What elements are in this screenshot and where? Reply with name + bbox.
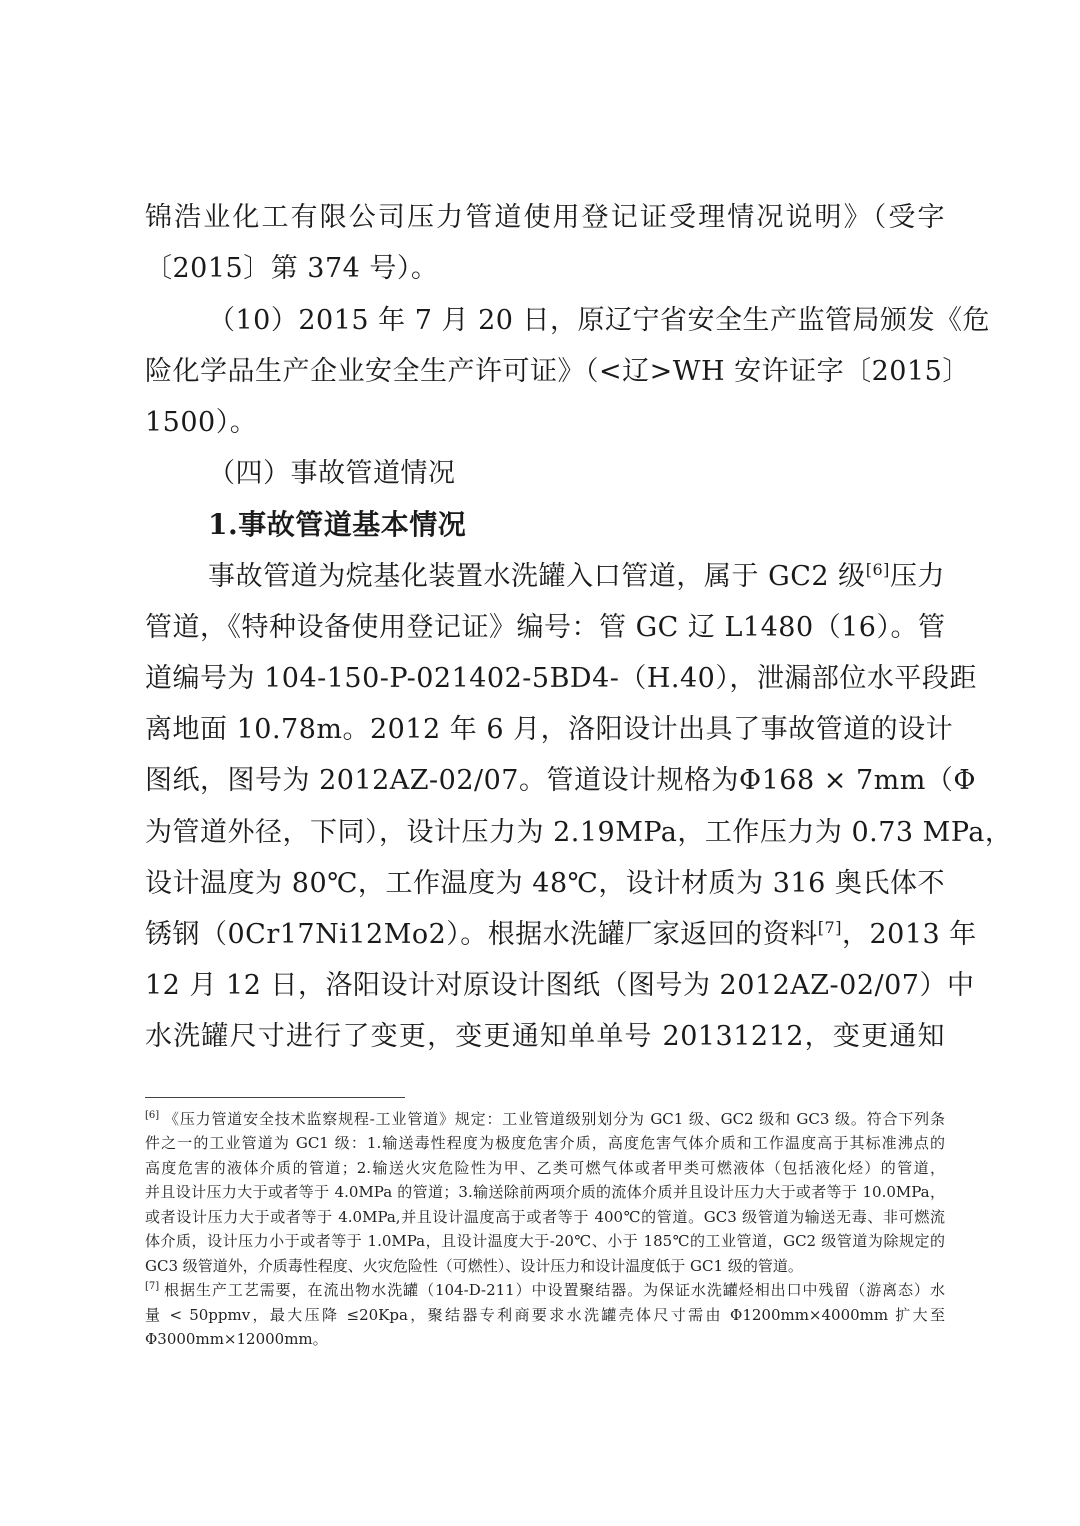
footnote-6-line-3: 高度危害的液体介质的管道；2.输送火灾危险性为甲、乙类可燃气体或者甲类可燃液体（包括液化烃）的管道， [145,1159,945,1177]
footnote-6-line-4: 并且设计压力大于或者等于 4.0MPa 的管道；3.输送除前两项介质的流体介质并且设计压力大于或者等于 10.0MPa， [145,1183,945,1201]
body-line-1: 锦浩业化工有限公司压力管道使用登记证受理情况说明》（受字 [145,202,945,233]
footnote-6-line-2: 件之一的工业管道为 GC1 级：1.输送毒性程度为极度危害介质，高度危害气体介质和工作温度高于其标准沸点的 [145,1134,945,1152]
footnote-7-text: 根据生产工艺需要，在流出物水洗罐（104-D-211）中设置聚结器。为保证水洗罐烃相出口中残留（游离态）水 [163,1281,945,1299]
section-heading: （四）事故管道情况 [208,458,456,489]
para-line-1-text: 事故管道为烷基化装置水洗罐入口管道，属于 GC2 级 [208,561,866,592]
para-line-8-end: ，2013 年 [841,919,977,950]
para-line-5: 图纸，图号为 2012AZ-02/07。管道设计规格为Φ168 × 7mm（Φ [145,765,976,796]
subsection-heading: 1.事故管道基本情况 [208,508,467,541]
footnote-6-line-5: 或者设计压力大于或者等于 4.0MPa,并且设计温度高于或者等于 400℃的管道。GC3 级管道为输送无毒、非可燃流 [145,1208,945,1226]
para-line-8 [145,915,977,955]
body-line-2: 〔2015〕第 374 号）。 [145,253,439,284]
body-line-3: （10）2015 年 7 月 20 日，原辽宁省安全生产监管局颁发《危 [208,305,991,336]
para-line-9: 12 月 12 日，洛阳设计对原设计图纸（图号为 2012AZ-02/07）中 [145,970,975,1001]
para-line-7: 设计温度为 80℃，工作温度为 48℃，设计材质为 316 奥氏体不 [145,868,945,899]
para-line-10: 水洗罐尺寸进行了变更，变更通知单单号 20131212，变更通知 [145,1021,945,1052]
footnote-7-mark: [7] [145,1281,160,1292]
footnote-6-mark: [6] [145,1110,160,1121]
para-line-4: 离地面 10.78m。2012 年 6 月，洛阳设计出具了事故管道的设计 [145,714,954,745]
body-line-4: 险化学品生产企业安全生产许可证》（<辽>WH 安许证字〔2015〕 [145,356,970,387]
para-line-1 [208,557,945,597]
footnote-6-text: 《压力管道安全技术监察规程-工业管道》规定：工业管道级别划分为 GC1 级、GC2 级和 GC3 级。符合下列条 [163,1110,945,1128]
footnote-separator [145,1097,405,1098]
para-line-8-text: 锈钢（0Cr17Ni12Mo2）。根据水洗罐厂家返回的资料 [145,919,818,950]
footnote-7-line-2: 量 < 50ppmv，最大压降 ≤20Kpa，聚结器专利商要求水洗罐壳体尺寸需由 Φ1200mm×4000mm 扩大至 [145,1306,945,1324]
para-line-2: 管道，《特种设备使用登记证》编号：管 GC 辽 L1480（16）。管 [145,612,946,643]
footnote-6-line-1 [145,1108,945,1131]
footnote-ref-7[interactable]: [7] [817,918,842,937]
footnote-7-line-1 [145,1279,945,1302]
para-line-3: 道编号为 104-150-P-021402-5BD4-（H.40），泄漏部位水平段距 [145,663,977,694]
footnote-7-line-3: Φ3000mm×12000mm。 [145,1330,328,1348]
para-line-6: 为管道外径，下同），设计压力为 2.19MPa，工作压力为 0.73 MPa， [145,817,1013,848]
footnote-ref-6[interactable]: [6] [865,560,890,579]
body-line-5: 1500）。 [145,407,258,438]
footnote-6-line-6: 体介质，设计压力小于或者等于 1.0MPa，且设计温度大于-20℃、小于 185℃的工业管道，GC2 级管道为除规定的 [145,1232,945,1250]
footnote-6-line-7: GC3 级管道外，介质毒性程度、火灾危险性（可燃性）、设计压力和设计温度低于 GC1 级的管道。 [145,1257,803,1275]
para-line-1-end: 压力 [889,561,946,592]
